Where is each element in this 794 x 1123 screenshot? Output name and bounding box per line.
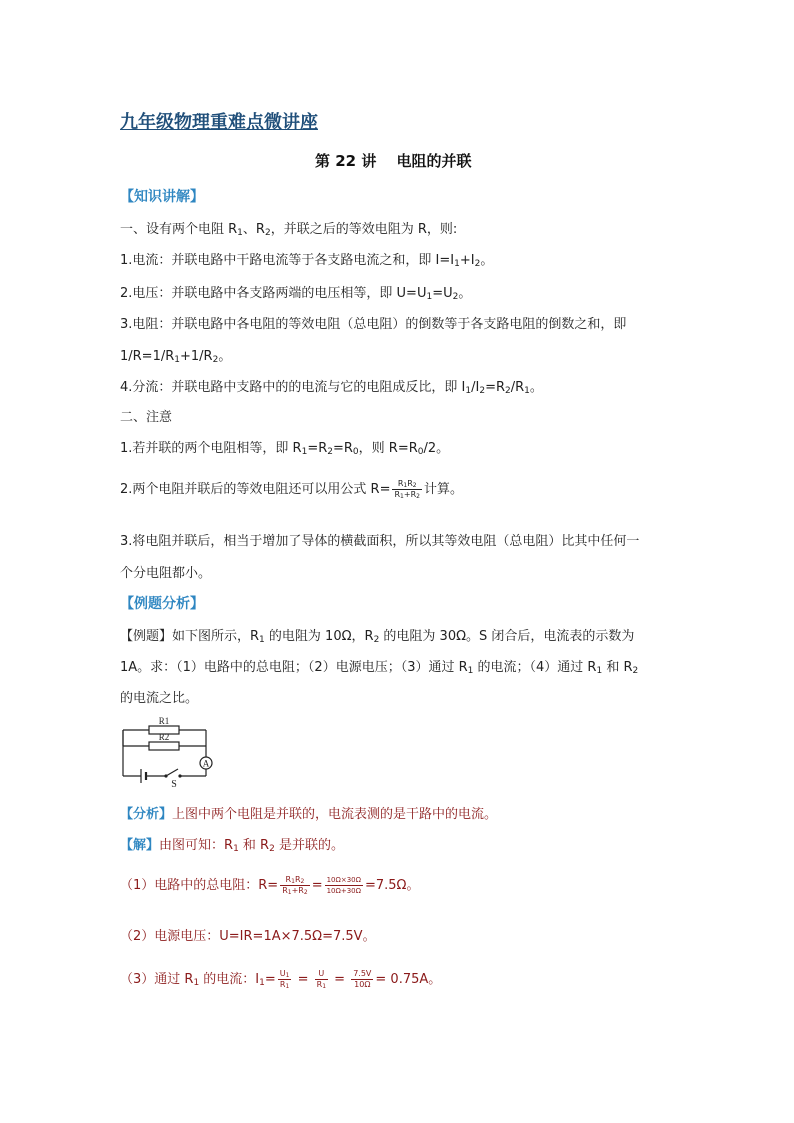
step-1 — [120, 874, 420, 896]
step-1-equals: = — [311, 878, 323, 893]
solution-line — [120, 834, 344, 853]
lecture-title: 第 22 讲 电阻的并联 — [315, 152, 472, 170]
step-3-prefix: （3）通过 $R_1$ 的电流：$I_1=$ — [120, 972, 276, 988]
notes-heading: 二、注意 — [120, 410, 173, 425]
step-3-result: = 0.75A。 — [375, 972, 442, 987]
note-2 — [120, 478, 463, 500]
ammeter-label: A — [202, 758, 210, 769]
fraction-denominator: $R_1$ — [279, 980, 290, 990]
step-3: （3）通过 $R_1$ 的电流：$I_1=$ $\frac{U_1}{R_1}$ = $\frac{U}{R_1}$ = $\frac{7.5V}{10\Omega}$ = 0.75A。 — [120, 969, 442, 990]
fraction-numerator: $U_1$ — [279, 969, 290, 979]
solution-text: 由图可知：$R_1$ 和 $R_2$ 是并联的。 — [159, 838, 344, 854]
knowledge-item-3-line-1: 3.电阻：并联电路中各电阻的等效电阻（总电阻）的倒数等于各支路电阻的倒数之和，即 — [120, 317, 627, 332]
switch-label: S — [171, 779, 177, 788]
fraction-denominator: $R_1+R_2$ — [394, 490, 420, 500]
analysis-line — [120, 803, 497, 822]
fraction-denominator: $R_1$ — [316, 980, 327, 990]
step-1-result: =7.5Ω。 — [364, 878, 420, 893]
fraction-numerator: 7.5V — [353, 969, 372, 978]
step-2: （2）电源电压：U=IR=1A×7.5Ω=7.5V。 — [120, 929, 376, 944]
fraction-denominator: 10Ω+30Ω — [326, 887, 361, 895]
series-title[interactable]: 九年级物理重难点微讲座 — [120, 112, 318, 133]
circuit-diagram — [118, 712, 222, 788]
step-1-prefix: （1）电路中的总电阻：R= — [120, 878, 279, 893]
switch-pivot — [164, 774, 167, 777]
fraction-numerator: $R_1R_2$ — [280, 875, 309, 886]
knowledge-item-1: 1.电流：并联电路中干路电流等于各支路电流之和，即 $I=I_1+I_2$。 — [120, 253, 494, 269]
step-3-fraction-1 — [278, 969, 292, 990]
knowledge-item-2: 2.电压：并联电路中各支路两端的电压相等，即 $U=U_1=U_2$。 — [120, 286, 472, 302]
knowledge-item-4: 4.分流：并联电路中支路中的的电流与它的电阻成反比，即 $I_1/I_2=R_2/R_1$。 — [120, 380, 543, 396]
fraction-denominator: $R_1+R_2$ — [282, 886, 308, 896]
analysis-label: 【分析】 — [120, 807, 173, 822]
note-1: 1.若并联的两个电阻相等，即 $R_1=R_2=R_0$，则 $R=R_0/2$。 — [120, 441, 450, 457]
example-line-1: 【例题】如下图所示，$R_1$ 的电阻为 10Ω，$R_2$ 的电阻为 30Ω。S 闭合后，电流表的示数为 — [120, 629, 635, 645]
step-1-fraction-numeric — [325, 875, 363, 896]
r1-label: R1 — [158, 716, 170, 726]
analysis-text: 上图中两个电阻是并联的，电流表测的是干路中的电流。 — [172, 807, 498, 822]
note-2-prefix: 2.两个电阻并联后的等效电阻还可以用公式 R= — [120, 482, 391, 497]
switch-contact — [178, 774, 181, 777]
note-2-suffix: 计算。 — [423, 482, 463, 497]
knowledge-heading: 【知识讲解】 — [120, 189, 204, 205]
step-3-fraction-2 — [315, 969, 328, 990]
fraction-numerator: $R_1R_2$ — [392, 479, 421, 490]
example-heading: 【例题分析】 — [120, 596, 204, 612]
knowledge-intro: 一、设有两个电阻 $R_1$、$R_2$，并联之后的等效电阻为 R，则: — [120, 222, 458, 238]
knowledge-item-3-line-2: $1/R=1/R_1+1/R_2$。 — [120, 349, 232, 365]
step-1-fraction-symbolic — [280, 875, 309, 896]
fraction-numerator: 10Ω×30Ω — [326, 876, 361, 884]
r2-resistor — [149, 742, 179, 750]
fraction-denominator: 10Ω — [354, 980, 371, 989]
fraction-numerator: U — [315, 969, 328, 980]
note-3-line-2: 个分电阻都小。 — [120, 566, 212, 581]
note-2-fraction — [392, 479, 421, 500]
example-line-3: 的电流之比。 — [120, 691, 199, 706]
r2-label: R2 — [158, 732, 170, 742]
switch-lever — [166, 769, 178, 776]
note-3-line-1: 3.将电阻并联后，相当于增加了导体的横截面积，所以其等效电阻（总电阻）比其中任何一 — [120, 534, 640, 549]
example-line-2: 1A。求：（1）电路中的总电阻；（2）电源电压；（3）通过 $R_1$ 的电流；（4）通过 $R_1$ 和 $R_2$ — [120, 660, 639, 676]
step-3-fraction-3 — [351, 969, 373, 990]
solution-label: 【解】 — [120, 838, 160, 853]
